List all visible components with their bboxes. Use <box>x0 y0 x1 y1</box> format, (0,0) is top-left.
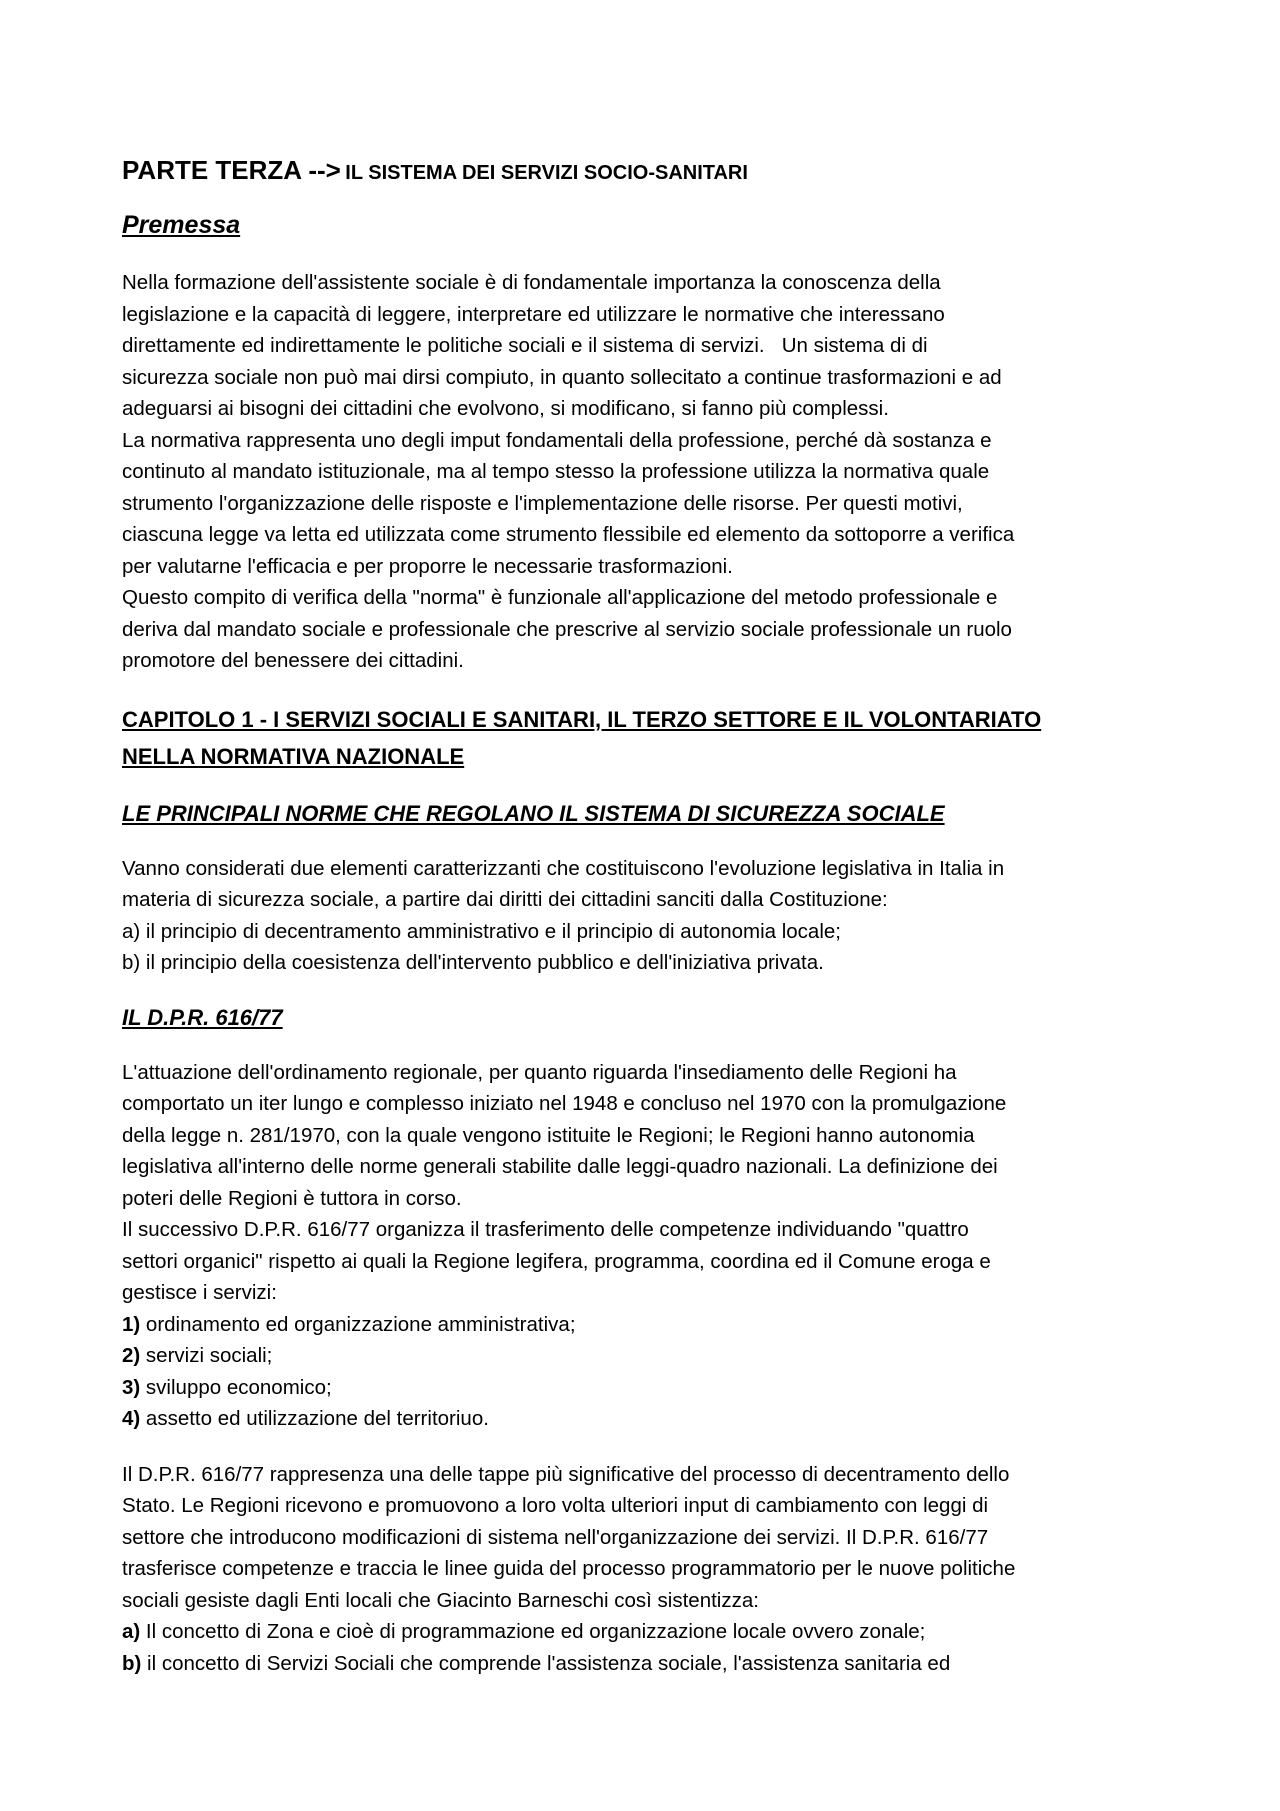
chapter-heading-line: NELLA NORMATIVA NAZIONALE <box>122 743 465 769</box>
text-line: Nella formazione dell'assistente sociale è di fondamentale importanza la conoscenza della <box>122 271 941 294</box>
text-line: della legge n. 281/1970, con la quale vengono istituite le Regioni; le Regioni hanno autonomia <box>122 1123 975 1147</box>
text-line: Stato. Le Regioni ricevono e promuovono a loro volta ulteriori input di cambiamento con leggi di <box>122 1494 989 1517</box>
chapter-heading-line: CAPITOLO 1 - I SERVIZI SOCIALI E SANITARI, IL TERZO SETTORE E IL VOLONTARIATO <box>122 706 1042 732</box>
list-item <box>122 1616 1162 1648</box>
dpr-heading: IL D.P.R. 616/77 <box>122 1004 283 1030</box>
text-line: settore che introducono modificazioni di sistema nell'organizzazione dei servizi. Il D.P.R. 616/77 <box>122 1525 989 1549</box>
list-item-number: 2) <box>122 1344 141 1367</box>
text-line: Il successivo D.P.R. 616/77 organizza il trasferimento delle competenze individuando "quattro <box>122 1218 969 1241</box>
text-line: sociali gesiste dagli Enti locali che Giacinto Barneschi così sistentizza: <box>122 1588 759 1612</box>
list-item-number: 4) <box>122 1407 141 1430</box>
list-item <box>122 1309 1162 1341</box>
list-item-letter: b) <box>122 1651 142 1675</box>
list-item <box>122 1648 1162 1680</box>
document-page <box>122 150 1162 1679</box>
text-line: direttamente ed indirettamente le politiche sociali e il sistema di servizi. Un sistema di di <box>122 334 928 357</box>
chapter-heading <box>122 701 1162 775</box>
premessa-paragraph <box>122 267 1162 677</box>
text-line: Vanno considerati due elementi caratterizzanti che costituiscono l'evoluzione legislativa in Italia in <box>122 856 1005 880</box>
text-line: trasferisce competenze e traccia le linee guida del processo programmatorio per le nuove politiche <box>122 1557 1016 1580</box>
text-line: sicurezza sociale non può mai dirsi compiuto, in quanto sollecitato a continue trasformazioni e ad <box>122 365 1002 389</box>
list-item-text: servizi sociali; <box>140 1344 273 1367</box>
text-line: Questo compito di verifica della "norma" è funzionale all'applicazione del metodo professionale e <box>122 586 998 609</box>
text-line: per valutarne l'efficacia e per proporre le necessarie trasformazioni. <box>122 554 733 578</box>
text-line: adeguarsi ai bisogni dei cittadini che evolvono, si modificano, si fanno più complessi. <box>122 397 889 420</box>
text-line: promotore del benessere dei cittadini. <box>122 649 464 672</box>
text-line: La normativa rappresenta uno degli imput fondamentali della professione, perché dà sostanza e <box>122 428 992 452</box>
list-item-text: il concetto di Servizi Sociali che comprende l'assistenza sociale, l'assistenza sanitaria ed <box>141 1651 951 1675</box>
list-item-text: sviluppo economico; <box>140 1375 332 1399</box>
part-title-sub: IL SISTEMA DEI SERVIZI SOCIO-SANITARI <box>345 162 748 184</box>
dpr-paragraph-2 <box>122 1459 1162 1680</box>
premessa-heading: Premessa <box>122 211 241 239</box>
dpr-paragraph <box>122 1057 1162 1435</box>
text-line: legislazione e la capacità di leggere, interpretare ed utilizzare le normative che interessano <box>122 302 945 326</box>
text-line: strumento l'organizzazione delle risposte e l'implementazione delle risorse. Per questi motivi, <box>122 491 963 515</box>
list-item-number: 3) <box>122 1375 141 1399</box>
part-title-main: PARTE TERZA --> <box>122 155 341 185</box>
list-item-text: assetto ed utilizzazione del territoriuo. <box>140 1407 489 1430</box>
text-line: a) il principio di decentramento amministrativo e il principio di autonomia locale; <box>122 919 841 943</box>
text-line: poteri delle Regioni è tuttora in corso. <box>122 1186 462 1210</box>
text-line: gestisce i servizi: <box>122 1281 277 1304</box>
text-line: comportato un iter lungo e complesso iniziato nel 1948 e concluso nel 1970 con la promulgazione <box>122 1092 1007 1115</box>
list-item-text: Il concetto di Zona e cioè di programmazione ed organizzazione locale ovvero zonale; <box>140 1620 926 1643</box>
text-line: legislativa all'interno delle norme generali stabilite dalle leggi-quadro nazionali. La definizione dei <box>122 1155 998 1178</box>
norme-paragraph <box>122 853 1162 979</box>
text-line: b) il principio della coesistenza dell'intervento pubblico e dell'iniziativa privata. <box>122 951 824 974</box>
list-item <box>122 1403 1162 1435</box>
list-item <box>122 1372 1162 1404</box>
list-item-letter: a) <box>122 1620 141 1643</box>
list-item-number: 1) <box>122 1312 141 1336</box>
text-line: L'attuazione dell'ordinamento regionale, per quanto riguarda l'insediamento delle Regioni ha <box>122 1060 957 1084</box>
list-item-text: ordinamento ed organizzazione amministrativa; <box>140 1312 576 1336</box>
part-title <box>122 150 1162 195</box>
norme-heading: LE PRINCIPALI NORME CHE REGOLANO IL SISTEMA DI SICUREZZA SOCIALE <box>122 800 945 826</box>
text-line: Il D.P.R. 616/77 rappresenza una delle tappe più significative del processo di decentramento dello <box>122 1462 1010 1486</box>
text-line: continuto al mandato istituzionale, ma al tempo stesso la professione utilizza la normativa quale <box>122 460 990 483</box>
text-line: materia di sicurezza sociale, a partire dai diritti dei cittadini sanciti dalla Costituzione: <box>122 888 888 911</box>
text-line: settori organici" rispetto ai quali la Regione legifera, programma, coordina ed il Comune eroga e <box>122 1249 991 1273</box>
list-item <box>122 1340 1162 1372</box>
text-line: ciascuna legge va letta ed utilizzata come strumento flessibile ed elemento da sottoporre a verifica <box>122 523 1015 546</box>
text-line: deriva dal mandato sociale e professionale che prescrive al servizio sociale professionale un ruolo <box>122 617 1012 641</box>
